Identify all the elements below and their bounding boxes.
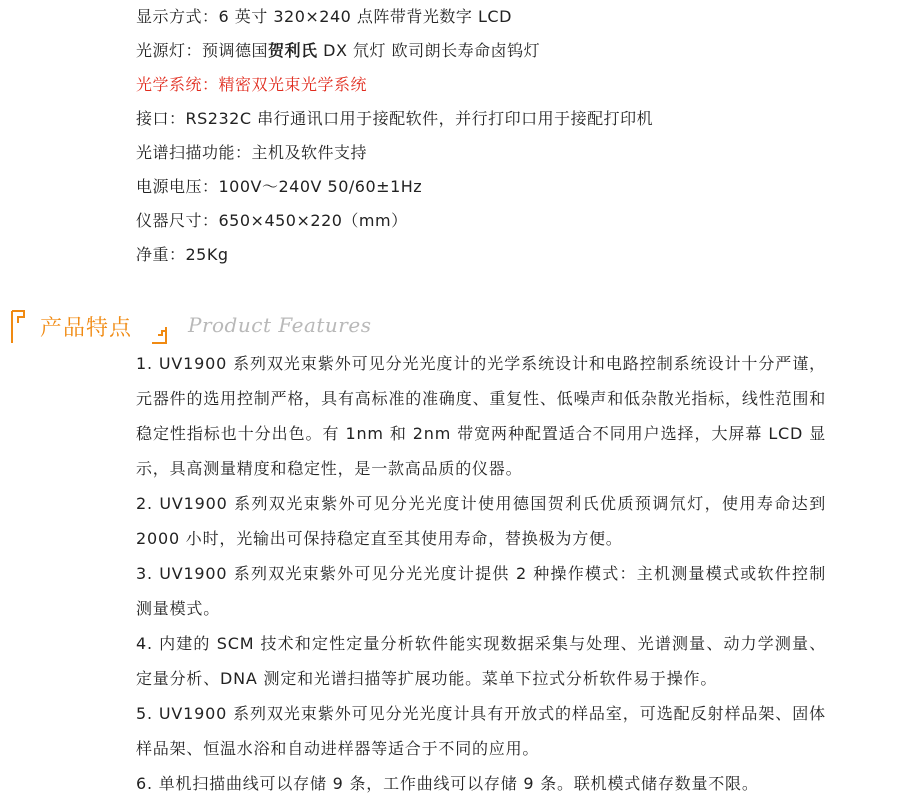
feature-item: 1. UV1900 系列双光束紫外可见分光光度计的光学系统设计和电路控制系统设计十分严谨，元器件的选用控制严格，具有高标准的准确度、重复性、低噪声和低杂散光指标，线性范围和稳定性指标也十分出色。有 1nm 和 2nm 带宽两种配置适合不同用户选择，大屏幕 LCD 显示，具高测量精度和稳定性，是一款高品质的仪器。 <box>136 354 826 478</box>
spec-light-source <box>136 34 876 68</box>
feature-item: 5. UV1900 系列双光束紫外可见分光光度计具有开放式的样品室，可选配反射样品架、固体样品架、恒温水浴和自动进样器等适合于不同的应用。 <box>136 704 826 758</box>
section-title: 产品特点 <box>40 316 133 341</box>
spec-dimensions: 仪器尺寸：650×450×220（mm） <box>136 211 408 230</box>
feature-item: 6. 单机扫描曲线可以存储 9 条，工作曲线可以存储 9 条。联机模式储存数量不限。 <box>136 774 759 793</box>
spec-light-source-brand: 贺利氏 <box>268 41 318 60</box>
features-list <box>136 346 826 801</box>
feature-item: 4. 内建的 SCM 技术和定性定量分析软件能实现数据采集与处理、光谱测量、动力学测量、定量分析、DNA 测定和光谱扫描等扩展功能。菜单下拉式分析软件易于操作。 <box>136 634 826 688</box>
spec-light-source-prefix: 光源灯：预调德国 <box>136 41 269 60</box>
spec-power: 电源电压：100V～240V 50/60±1Hz <box>136 177 423 196</box>
spec-optical-system: 光学系统：精密双光束光学系统 <box>136 75 368 94</box>
feature-item: 3. UV1900 系列双光束紫外可见分光光度计提供 2 种操作模式：主机测量模式或软件控制测量模式。 <box>136 564 826 618</box>
section-subtitle: Product Features <box>188 313 372 337</box>
corner-ornament-right-icon <box>142 305 172 345</box>
spec-interface: 接口：RS232C 串行通讯口用于接配软件，并行打印口用于接配打印机 <box>136 109 654 128</box>
section-header-product-features <box>10 303 510 349</box>
spec-light-source-suffix: DX 氘灯 欧司朗长寿命卤钨灯 <box>317 41 541 60</box>
specifications-list <box>136 0 876 272</box>
spec-weight: 净重：25Kg <box>136 245 229 264</box>
corner-ornament-left-icon <box>10 305 36 345</box>
spec-display: 显示方式：6 英寸 320×240 点阵带背光数字 LCD <box>136 7 512 26</box>
feature-item: 2. UV1900 系列双光束紫外可见分光光度计使用德国贺利氏优质预调氘灯，使用寿命达到 2000 小时，光输出可保持稳定直至其使用寿命，替换极为方便。 <box>136 494 826 548</box>
spec-scan-function: 光谱扫描功能：主机及软件支持 <box>136 143 368 162</box>
